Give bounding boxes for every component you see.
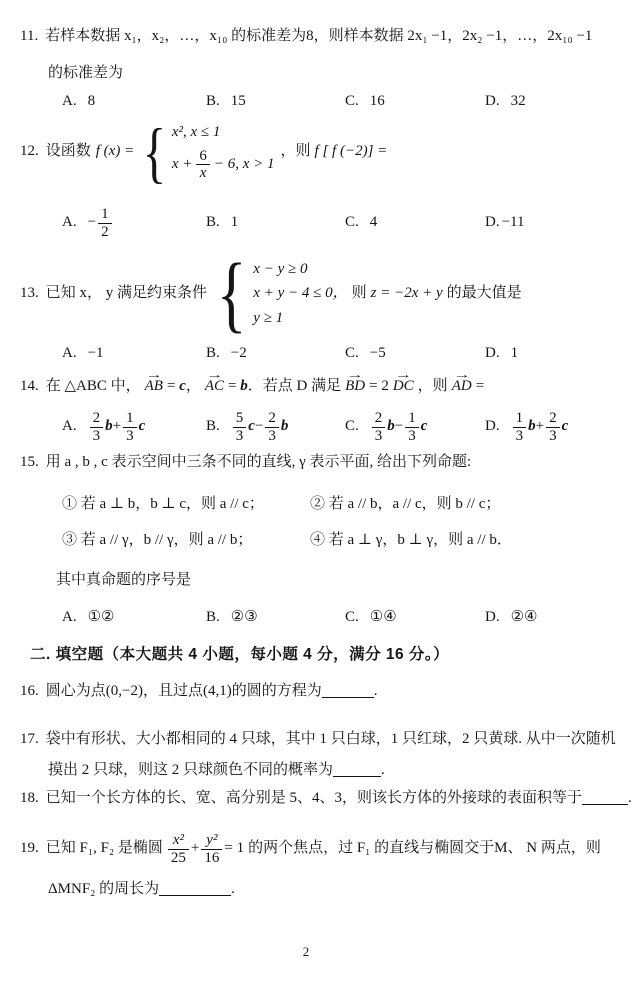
q11-option-b: [206, 92, 345, 112]
option-label: C.: [345, 345, 359, 361]
option-value: ②④: [510, 609, 538, 625]
fraction-1-over-2: [98, 206, 112, 239]
q15-propositions-row-1: [62, 495, 604, 515]
fraction: [265, 410, 279, 443]
q15-proposition-3: ③ 若 a // γ，b // γ，则 a // b；: [62, 532, 253, 548]
q14-text-7: ，则: [417, 378, 448, 394]
question-16-number: 16.: [20, 683, 39, 699]
question-13-options: [62, 344, 604, 364]
vector-b: b: [528, 418, 536, 435]
option-value: 1: [230, 214, 239, 231]
section-2-title: 二. 填空题（本大题共 4 小题，每小题 4 分，满分 16 分。）: [30, 646, 450, 663]
q12-row2-pre: x +: [171, 155, 193, 172]
option-label: C.: [345, 214, 359, 231]
q13-constraint-3: y ≥ 1: [253, 309, 284, 326]
q13-constraint-rows: [253, 260, 347, 329]
q18-period: .: [628, 790, 632, 806]
q16-text-2: ，且过点: [142, 683, 203, 699]
fraction-numerator: 5: [235, 410, 244, 427]
question-17-line-1: [20, 730, 616, 750]
q17-text-2: 摸出 2 只球，则这 2 只球颜色不同的概率为: [48, 762, 334, 778]
fraction: [123, 410, 137, 443]
fraction-denominator: 16: [201, 849, 222, 866]
fraction-denominator: 3: [90, 427, 104, 444]
option-label: C.: [345, 93, 359, 109]
option-label: A.: [62, 418, 77, 435]
q14-option-c: [345, 410, 485, 443]
vector-letters: DC: [392, 378, 414, 394]
q17-period: .: [381, 762, 385, 778]
q19-period: .: [231, 881, 235, 897]
q14-option-d: [485, 410, 604, 443]
q14-vector-b: b: [240, 378, 248, 394]
question-15-line-1: [20, 453, 471, 473]
fraction-denominator: 25: [168, 849, 189, 866]
left-brace: {: [142, 113, 167, 190]
option-value: −5: [369, 345, 386, 361]
question-16: [20, 682, 378, 702]
q14-text-1: 在 △ABC 中，: [45, 378, 141, 394]
vector-letters: AC: [204, 378, 225, 394]
q13-option-b: [206, 344, 345, 364]
fraction-6-over-x: [196, 148, 210, 181]
question-11-number: 11.: [20, 28, 39, 44]
option-label: D.: [485, 345, 500, 361]
q12-piecewise-row-1: x², x ≤ 1: [171, 124, 221, 141]
page-number: 2: [302, 944, 310, 959]
option-value: 4: [369, 214, 378, 231]
question-14-options: [62, 406, 604, 448]
option-label: A.: [62, 609, 77, 625]
fraction-x2-over-25: [168, 832, 189, 865]
vector-b: b: [280, 418, 289, 435]
vector-b: b: [105, 418, 113, 435]
vector-c: c: [561, 418, 569, 435]
question-11-text: 若样本数据 x₁，x₂，…，x₁₀ 的标准差为8，则样本数据 2x₁ −1，2x₂ −1，…，2x₁₀ −1: [45, 28, 593, 44]
q12-option-d: [485, 213, 604, 233]
vector-AD: [451, 369, 473, 397]
q15-proposition-2: ② 若 a // b，a // c，则 b // c；: [310, 496, 501, 512]
q15-proposition-4: ④ 若 a ⊥ γ，b ⊥ γ，则 a // b．: [310, 532, 512, 548]
option-label: A.: [62, 345, 77, 361]
option-label: C.: [345, 418, 359, 435]
vector-c: c: [248, 418, 255, 435]
q13-option-c: [345, 344, 485, 364]
q19-text-2: 的两个焦点，过 F₁ 的直线与椭圆交于M、 N 两点，则: [248, 840, 601, 857]
vector-arrow-icon: →: [145, 369, 163, 382]
q14-option-b: [206, 410, 345, 443]
question-15-number: 15.: [20, 454, 39, 470]
vector-c: c: [420, 418, 428, 435]
q12-piecewise-block: [138, 113, 275, 190]
option-value: 15: [230, 93, 246, 109]
q13-objective-function: z = −2x + y: [370, 285, 443, 302]
q14-text-6: = 2: [369, 378, 389, 394]
q18-answer-blank: [582, 790, 628, 805]
fraction-denominator: x: [196, 164, 210, 181]
fraction-denominator: 3: [123, 427, 137, 444]
question-12-line-1: [20, 112, 387, 192]
q12-option-c: [345, 213, 485, 233]
option-value: −11: [501, 214, 525, 231]
section-2-header: [30, 645, 449, 665]
question-19-line-2: [48, 880, 235, 900]
q17-answer-blank: [333, 762, 381, 777]
option-value: −2: [230, 345, 247, 361]
q14-option-a: [62, 410, 206, 443]
q16-text-3: 的圆的方程为: [231, 683, 322, 699]
fraction-denominator: 3: [546, 427, 560, 444]
option-value: −1: [87, 345, 104, 361]
q14-vector-c: c: [179, 378, 186, 394]
vector-arrow-icon: →: [394, 369, 412, 382]
fraction-denominator: 2: [98, 223, 112, 240]
vector-b: b: [387, 418, 395, 435]
option-label: B.: [206, 418, 220, 435]
q11-option-a: [62, 92, 206, 112]
fraction-numerator: 1: [408, 410, 416, 427]
question-12-number: 12.: [20, 143, 39, 160]
fraction-numerator: 2: [549, 410, 557, 427]
q19-text-3: ΔMNF₂ 的周长为: [48, 881, 160, 897]
q17-text-1: 袋中有形状、大小都相同的 4 只球，其中 1 只白球，1 只红球，2 只黄球. 从中一次随机: [45, 731, 616, 747]
fraction-numerator: 1: [515, 410, 524, 427]
operator: +: [535, 418, 545, 435]
q13-tail-post: 的最大值是: [446, 285, 522, 302]
question-17-line-2: [48, 761, 385, 781]
question-18: [20, 789, 632, 809]
q12-option-b: [206, 213, 345, 233]
question-18-number: 18.: [20, 790, 39, 806]
question-15-line-2: [56, 571, 191, 591]
equals-one: = 1: [224, 840, 245, 857]
operator: −: [254, 418, 264, 435]
q13-constraint-2: x + y − 4 ≤ 0，: [253, 285, 348, 302]
fraction-numerator: y²: [206, 832, 218, 849]
question-15-text: 用 a , b , c 表示空间中三条不同的直线, γ 表示平面, 给出下列命题:: [45, 454, 472, 470]
question-11-text-continued: 的标准差为: [48, 65, 124, 81]
option-label: D.: [485, 214, 500, 231]
q16-answer-blank: [322, 683, 374, 698]
q11-option-d: [485, 92, 604, 112]
q16-period: .: [373, 683, 378, 699]
minus-sign: −: [87, 214, 97, 231]
fraction-denominator: 3: [513, 427, 527, 444]
fraction: [90, 410, 104, 443]
question-14-line-1: [20, 369, 485, 397]
q16-text-1: 圆心为点: [45, 683, 106, 699]
fraction-y2-over-16: [201, 832, 222, 865]
fraction-numerator: 1: [126, 410, 134, 427]
q15-proposition-1: ① 若 a ⊥ b，b ⊥ c，则 a // c；: [62, 496, 264, 512]
q15-option-b: [206, 608, 345, 628]
fraction: [233, 410, 247, 443]
q18-text: 已知一个长方体的长、宽、高分别是 5、4、3，则该长方体的外接球的表面积等于: [45, 790, 583, 806]
q15-option-d: [485, 608, 604, 628]
question-11-line-2: [48, 64, 123, 84]
option-label: B.: [206, 609, 220, 625]
q14-text-4: =: [228, 378, 237, 394]
q19-text-1: 已知 F₁, F₂ 是椭圆: [45, 840, 163, 857]
question-13-line-1: [20, 245, 522, 342]
fraction-denominator: 3: [405, 427, 419, 444]
q19-answer-blank: [159, 881, 231, 896]
option-value: ①②: [87, 609, 115, 625]
fraction-denominator: 3: [372, 427, 386, 444]
vector-AB: [144, 369, 164, 397]
option-label: B.: [206, 93, 220, 109]
q13-option-a: [62, 344, 206, 364]
question-13-lead: 已知 x， y 满足约束条件: [45, 285, 208, 302]
option-label: C.: [345, 609, 359, 625]
question-11-options: [62, 92, 604, 112]
q13-constraint-block: [211, 245, 348, 342]
vector-arrow-icon: →: [205, 369, 224, 382]
option-value: 16: [369, 93, 385, 109]
q13-tail-pre: 则: [351, 285, 367, 302]
option-label: D.: [485, 609, 500, 625]
fraction-numerator: 2: [374, 410, 383, 427]
q12-option-a: [62, 206, 206, 239]
fraction-numerator: 6: [199, 147, 207, 164]
q12-tail-math: f [ f (−2)] =: [314, 143, 388, 160]
q11-option-c: [345, 92, 485, 112]
q12-row2-post: − 6, x > 1: [213, 155, 275, 172]
fraction-numerator: 2: [92, 410, 101, 427]
q16-point-2: (4,1): [202, 683, 232, 699]
option-value: 1: [510, 345, 519, 361]
q14-text-2: =: [166, 378, 176, 394]
q15-propositions-row-2: [62, 531, 604, 551]
operator: −: [394, 418, 404, 435]
operator: +: [112, 418, 122, 435]
vector-letters: BD: [345, 378, 366, 394]
fraction: [546, 410, 560, 443]
question-15-options: [62, 608, 604, 628]
vector-AC: [204, 369, 225, 397]
vector-BD: [344, 369, 366, 397]
q15-option-a: [62, 608, 206, 628]
question-19-line-1: [20, 826, 601, 872]
q14-text-8: =: [475, 378, 485, 394]
q14-text-3: ，: [185, 378, 201, 394]
question-17-number: 17.: [20, 731, 39, 747]
q12-function-notation: f (x) =: [95, 143, 135, 160]
fraction: [372, 410, 386, 443]
q16-point-1: (0,−2): [105, 683, 143, 699]
option-value: 32: [510, 93, 526, 109]
option-value: ②③: [230, 609, 258, 625]
vector-arrow-icon: →: [346, 369, 364, 382]
q12-piecewise-rows: [172, 123, 275, 181]
vector-c: c: [138, 418, 146, 435]
question-12-lead: 设函数: [45, 143, 91, 160]
fraction-denominator: 3: [233, 427, 247, 444]
q13-constraint-1: x − y ≥ 0: [253, 260, 308, 277]
vector-letters: AD: [451, 378, 472, 394]
question-19-number: 19.: [20, 840, 39, 857]
option-label: A.: [62, 214, 77, 231]
plus-sign: +: [190, 840, 200, 857]
fraction: [513, 410, 527, 443]
q14-text-5: ．若点 D 满足: [247, 378, 342, 394]
option-label: D.: [485, 418, 500, 435]
fraction-denominator: 3: [265, 427, 279, 444]
question-12-options: [62, 202, 604, 244]
q12-piecewise-row-2: [172, 148, 275, 181]
fraction-numerator: 1: [101, 206, 109, 223]
left-brace: {: [216, 245, 247, 342]
q15-option-c: [345, 608, 485, 628]
q15-conclusion-text: 其中真命题的序号是: [56, 572, 192, 588]
question-13-number: 13.: [20, 285, 39, 302]
fraction: [405, 410, 419, 443]
question-11-line-1: [20, 27, 592, 47]
option-value: 8: [87, 93, 96, 109]
fraction-numerator: x²: [172, 832, 184, 849]
q12-tail-pre: ，则: [280, 143, 311, 160]
option-label: D.: [485, 93, 500, 109]
q13-option-d: [485, 344, 604, 364]
option-label: B.: [206, 214, 220, 231]
vector-arrow-icon: →: [453, 369, 471, 382]
vector-DC: [392, 369, 415, 397]
option-value: ①④: [369, 609, 397, 625]
option-label: A.: [62, 93, 77, 109]
fraction-numerator: 2: [268, 410, 276, 427]
vector-letters: AB: [144, 378, 163, 394]
option-label: B.: [206, 345, 220, 361]
question-14-number: 14.: [20, 378, 39, 394]
